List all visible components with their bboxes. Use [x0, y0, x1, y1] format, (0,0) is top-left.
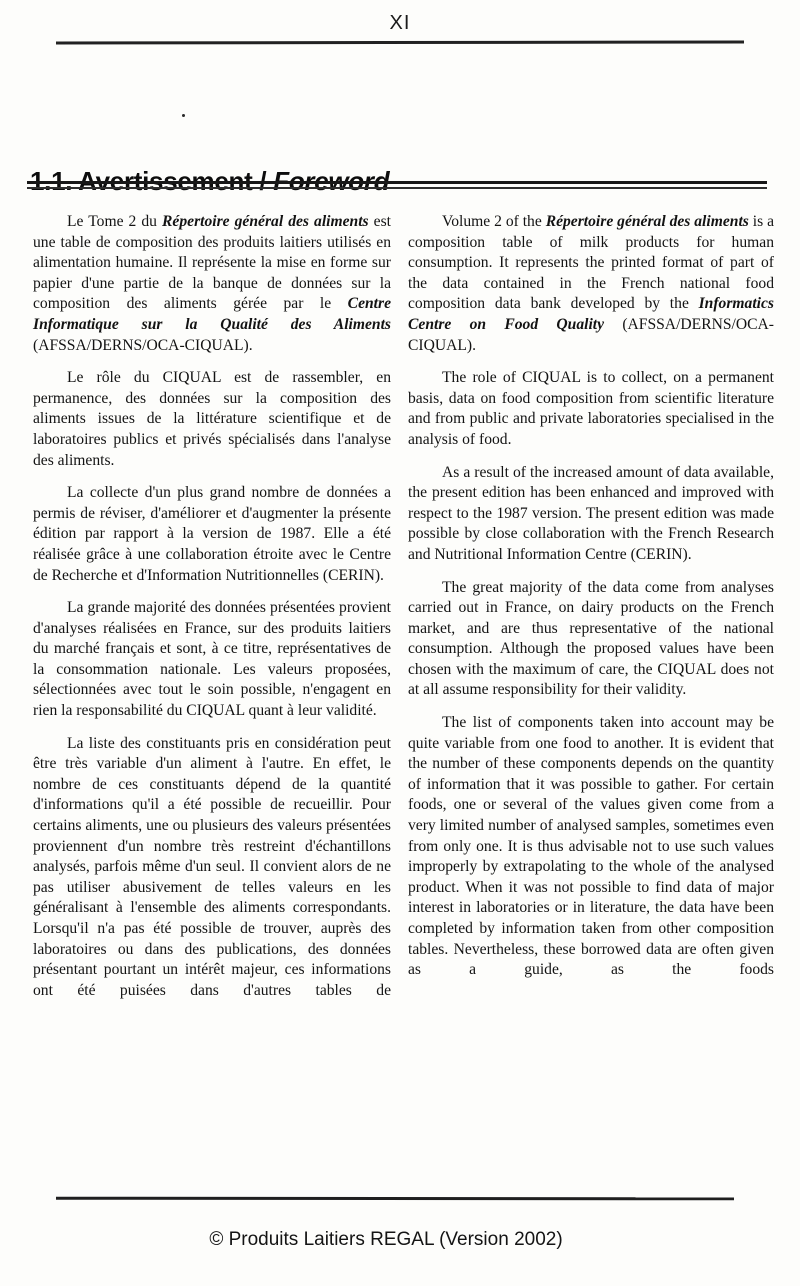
paragraph: [408, 463, 774, 566]
paragraph: [33, 483, 391, 586]
footer-rule: [56, 1197, 734, 1200]
paragraph: [408, 212, 774, 356]
paragraph: [408, 578, 774, 702]
paragraph: [33, 368, 391, 471]
title-underline-rule: [27, 181, 767, 189]
body-text: Le rôle du CIQUAL est de rassembler, en permanence, des données sur la composition des aliments issues de la littérature scientifique et de laboratoires publics et privés spécialisés dans l'analyse des aliments.: [33, 369, 391, 469]
emphasized-text: Répertoire général des aliments: [162, 213, 369, 230]
body-text: La liste des constituants pris en considération peut être très variable d'un aliment à l'autre. En effet, le nombre de ces constituants dépend de la quantité d'informations qu'il a été possible de recueillir. Pour certains aliments, une ou plusieurs des valeurs présentées proviennent d'un nombre très restreint d'échantillons analysés, parfois même d'un seul. Il convient alors de ne pas utiliser abusivement de telles valeurs en les généralisant à l'ensemble des aliments correspondants. Lorsqu'il n'a pas été possible de trouver, auprès des laboratoires ou dans des publications, des données présentant pourtant un intérêt majeur, ces informations ont été puisées dans d'autres tables de: [33, 734, 391, 999]
section-title-foreword: Foreword: [273, 166, 390, 197]
body-text: The great majority of the data come from analyses carried out in France, on dairy products on the French market, and are thus representative of the national consumption. Although the proposed values have been chosen with the maximum of care, the CIQUAL does not at all assume responsibility for their validity.: [408, 578, 774, 699]
body-text: Le Tome 2 du: [67, 213, 163, 230]
paragraph: [33, 734, 391, 1002]
section-title-main: 1.1. Avertissement /: [30, 166, 274, 197]
body-text: As a result of the increased amount of data available, the present edition has been enhanced and improved with respect to the 1987 version. The present edition was made possible by close collaboration with the French Research and Nutritional Information Centre (CERIN).: [408, 463, 774, 563]
two-column-body: [33, 212, 774, 1001]
emphasized-text: Répertoire général des aliments: [545, 213, 749, 230]
page-number: XI: [389, 12, 411, 34]
column-english: [408, 212, 774, 1001]
footer-copyright: © Produits Laitiers REGAL (Version 2002): [209, 1229, 563, 1250]
body-text: (AFSSA/DERNS/OCA-CIQUAL).: [408, 315, 774, 354]
body-text: Volume 2 of the: [442, 213, 546, 230]
emphasized-text: Centre Informatique sur la Qualité des Aliments: [33, 295, 391, 333]
column-french: [33, 212, 391, 1001]
body-text: (AFSSA/DERNS/OCA-CIQUAL).: [33, 336, 253, 354]
body-text: est une table de composition des produits laitiers utilisés en alimentation humaine. Il représente la mise en forme sur papier d'une partie de la banque de données sur la composition des aliments gérée par le: [33, 213, 391, 313]
paragraph: [408, 713, 774, 981]
paragraph: [408, 368, 774, 450]
body-text: The list of components taken into account may be quite variable from one food to another. It is evident that the number of these components depends on the quantity of information that it was possible to gather. For certain foods, one or several of the values given come from a very limited number of analysed samples, sometimes even from only one. It is thus advisable not to use such values improperly by extrapolating to the whole of the analysed product. When it was not possible to find data of major interest in laboratories or in literature, the data have been completed by information taken from other composition tables. Nevertheless, these borrowed data are often given as a guide, as the foods: [408, 714, 774, 979]
paragraph: [33, 212, 391, 356]
body-text: is a composition table of milk products for human consumption. It represents the printed format of part of the data contained in the French national food composition data bank developed by the: [408, 213, 774, 313]
emphasized-text: Informatics Centre on Food Quality: [408, 295, 774, 333]
body-text: The role of CIQUAL is to collect, on a permanent basis, data on food composition from scientific literature and from public and private laboratories specialised in the analysis of food.: [408, 369, 774, 448]
header-rule: [56, 41, 744, 44]
body-text: La grande majorité des données présentées provient d'analyses réalisées en France, sur des produits laitiers du marché français et sont, à ce titre, représentatives de la consommation nationale. Les valeurs proposées, sélectionnées avec tout le soin possible, n'engagent en rien la responsabilité du CIQUAL quant à leur validité.: [33, 599, 391, 720]
scan-speck: [182, 114, 185, 117]
body-text: La collecte d'un plus grand nombre de données a permis de réviser, d'améliorer et d'augmenter la présente édition par rapport à la version de 1987. Elle a été réalisée grâce à une collaboration étroite avec le Centre de Recherche et d'Information Nutritionnelles (CERIN).: [33, 484, 391, 584]
paragraph: [33, 598, 391, 722]
